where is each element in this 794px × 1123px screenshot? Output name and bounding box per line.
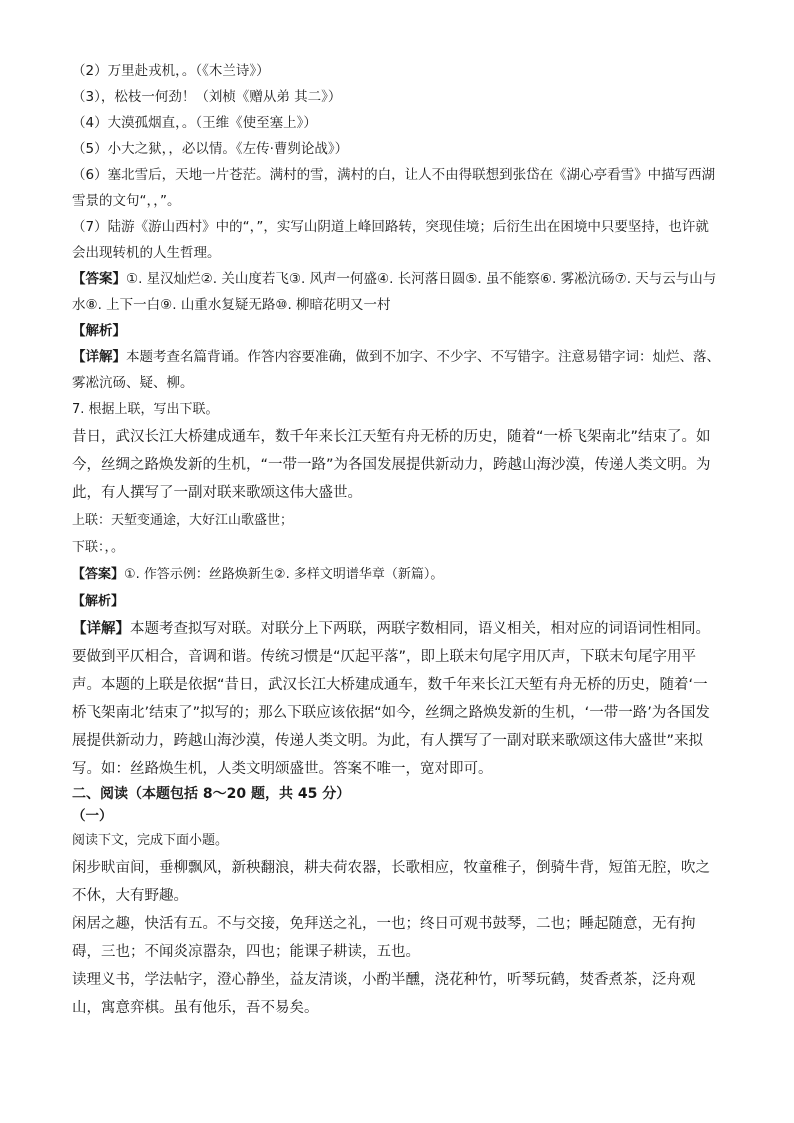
detail-tag: 【详解】 [72,621,130,637]
q6-item-3: （3），松枝一何劲！（刘桢《赠从弟 其二》） [72,89,342,105]
section-title: 二、阅读（本题包括 8～20 题，共 45 分） [72,786,351,802]
reading-paragraph: 闲居之趣，快活有五。不与交接，免拜送之礼，一也；终日可观书鼓琴，二也；睡起随意，无有拘碍，三也；不闻炎凉嚣杂，四也；能课子耕读，五也。 [72,916,696,960]
q6-item-6: （6）塞北雪后，天地一片苍茫。满村的雪，满村的白，让人不由得联想到张岱在《湖心亭看雪》中描写西湖雪景的文句“，，”。 [72,167,716,209]
q6-detail [72,344,722,396]
detail-text: 本题考查拟写对联。对联分上下两联，两联字数相同，语义相关，相对应的词语词性相同。要做到平仄相合，音调和谐。传统习惯是“仄起平落”，即上联末句尾字用仄声，下联末句尾字用平声。本题的上联是依据“昔日，武汉长江大桥建成通车，数千年来长江天堑有舟无桥的历史，随着‘一桥飞架南北’结束了”拟写的；那么下联应该依据“如今，丝绸之路焕发新的生机，‘一带一路’为各国发展提供新动力，跨越山海沙漠，传递人类文明。为此，有人撰写了一副对联来歌颂这伟大盛世”来拟写。如：丝路焕生机，人类文明颂盛世。答案不唯一，宽对即可。 [72,621,710,777]
answer-text: ①. 星汉灿烂②. 关山度若飞③. 风声一何盛④. 长河落日圆⑤. 虽不能察⑥. 雾凇沆砀⑦. 天与云与山与水⑧. 上下一白⑨. 山重水复疑无路⑩. 柳暗花明又一村 [72,271,717,313]
document-page [72,58,722,1022]
q7-upper-couplet: 上联：天堑变通途，大好江山歌盛世； [72,513,294,528]
subsection-title: （一） [72,808,113,824]
q7-lower-couplet: 下联：，。 [72,540,125,555]
q7-title: 7. 根据上联，写出下联。 [72,402,219,417]
reading-paragraph: 读理义书，学法帖字，澄心静坐，益友清谈，小酌半醺，浇花种竹，听琴玩鹤，焚香煮茶，泛舟观山，寓意弈棋。虽有他乐，吾不易矣。 [72,972,696,1016]
answer-tag: 【答案】 [72,567,125,582]
answer-tag: 【答案】 [72,271,126,287]
answer-text: ①. 作答示例：丝路焕新生②. 多样文明谱华章（新篇）。 [124,567,444,582]
q6-item-2: （2）万里赴戎机，。（《木兰诗》） [72,63,270,79]
detail-text: 本题考查名篇背诵。作答内容要准确，做到不加字、不少字、不写错字。注意易错字词：灿烂、落、雾凇沆砀、疑、柳。 [72,349,720,391]
reading-intro: 阅读下文，完成下面小题。 [72,833,229,848]
q7-analysis-tag: 【解析】 [72,594,125,609]
q6-item-4: （4）大漠孤烟直，。（王维《使至塞上》） [72,115,317,131]
detail-tag: 【详解】 [72,349,126,365]
q7-material: 昔日，武汉长江大桥建成通车，数千年来长江天堑有舟无桥的历史，随着“一桥飞架南北”结束了。如今，丝绸之路焕发新的生机，“一带一路”为各国发展提供新动力，跨越山海沙漠，传递人类文明。为此，有人撰写了一副对联来歌颂这伟大盛世。 [72,429,711,501]
q6-item-7: （7）陆游《游山西村》中的“，”，实写山阴道上峰回路转，突现佳境；后衍生出在困境中只要坚持，也许就会出现转机的人生哲理。 [72,219,709,261]
q7-answer [72,561,722,588]
q7-detail [72,615,722,783]
reading-paragraph: 闲步畎亩间，垂柳飘风，新秧翻浪，耕夫荷农器，长歌相应，牧童稚子，倒骑牛背，短笛无腔，吹之不休，大有野趣。 [72,860,710,904]
q6-item-5: （5）小大之狱，，必以情。《左传·曹刿论战》） [72,141,349,157]
q6-analysis-tag: 【解析】 [72,323,126,339]
q6-answer [72,266,722,318]
